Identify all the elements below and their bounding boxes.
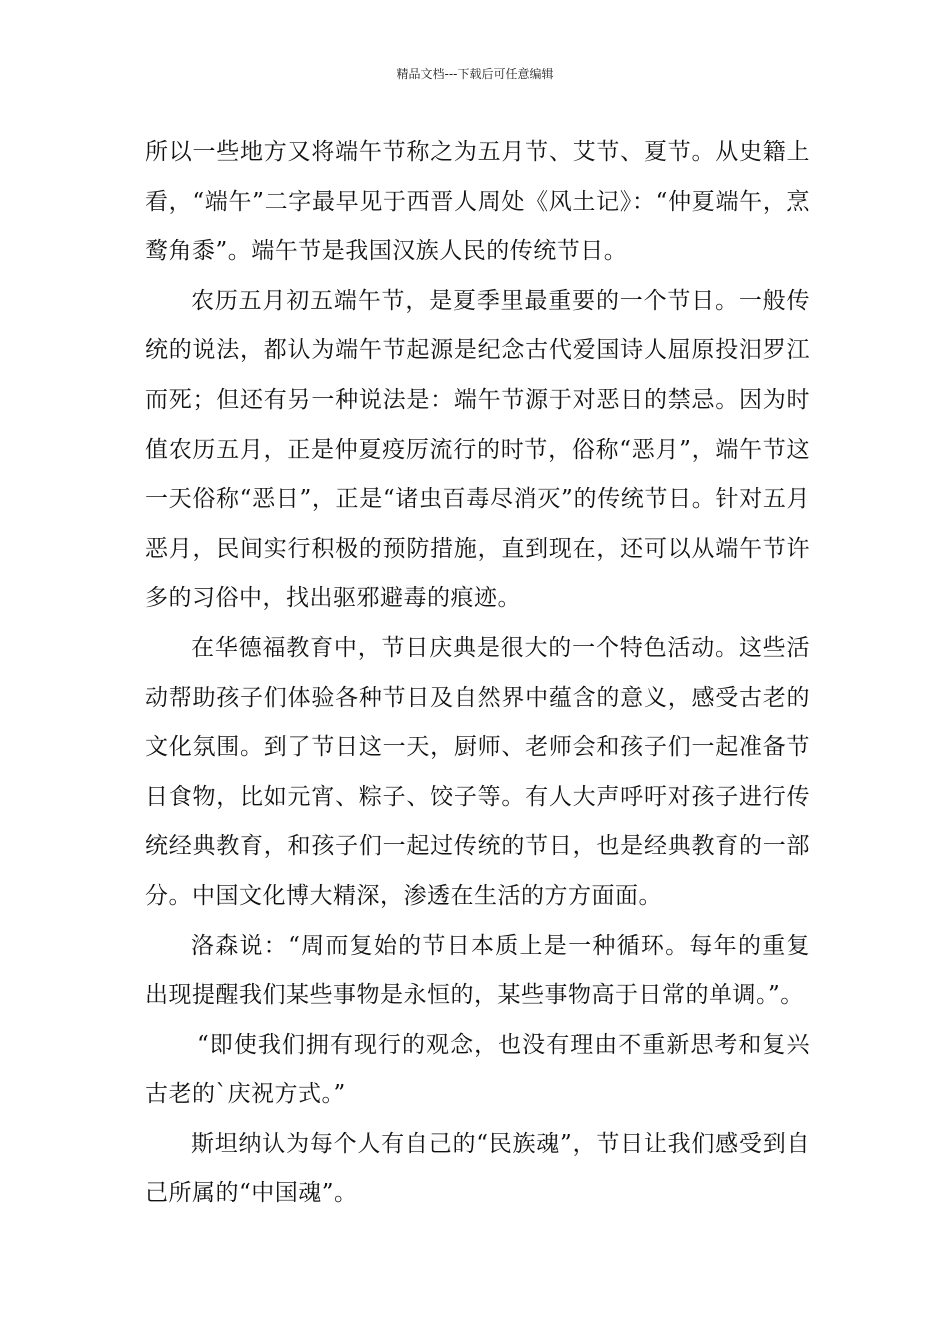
paragraph-5-quote: “即使我们拥有现行的观念，也没有理由不重新思考和复兴古老的`庆祝方式。” (145, 1031, 810, 1108)
paragraph-1: 所以一些地方又将端午节称之为五月节、艾节、夏节。从史籍上看，“端午”二字最早见于西晋人周处《风土记》：“仲夏端午，烹鹜角黍”。端午节是我国汉族人民的传统节日。 (145, 139, 810, 265)
page-header: 精品文档---下载后可任意编辑 (396, 67, 554, 81)
paragraph-6: 斯坦纳认为每个人有自己的“民族魂”，节日让我们感受到自己所属的“中国魂”。 (145, 1130, 810, 1207)
paragraph-3: 在华德福教育中，节日庆典是很大的一个特色活动。这些活动帮助孩子们体验各种节日及自然界中蕴含的意义，感受古老的文化氛围。到了节日这一天，厨师、老师会和孩子们一起准备节日食物，比如元宵、粽子、饺子等。有人大声呼吁对孩子进行传统经典教育，和孩子们一起过传统的节日，也是经典教育的一部分。中国文化博大精深，渗透在生活的方方面面。 (145, 634, 810, 909)
paragraph-4: 洛森说：“周而复始的节日本质上是一种循环。每年的重复出现提醒我们某些事物是永恒的，某些事物高于日常的单调。”。 (145, 932, 810, 1009)
document-body (145, 128, 810, 1219)
paragraph-2: 农历五月初五端午节，是夏季里最重要的一个节日。一般传统的说法，都认为端午节起源是纪念古代爱国诗人屈原投汨罗江而死；但还有另一种说法是：端午节源于对恶日的禁忌。因为时值农历五月，正是仲夏疫厉流行的时节，俗称“恶月”，端午节这一天俗称“恶日”，正是“诸虫百毒尽消灭”的传统节日。针对五月恶月，民间实行积极的预防措施，直到现在，还可以从端午节许多的习俗中，找出驱邪避毒的痕迹。 (145, 287, 810, 612)
